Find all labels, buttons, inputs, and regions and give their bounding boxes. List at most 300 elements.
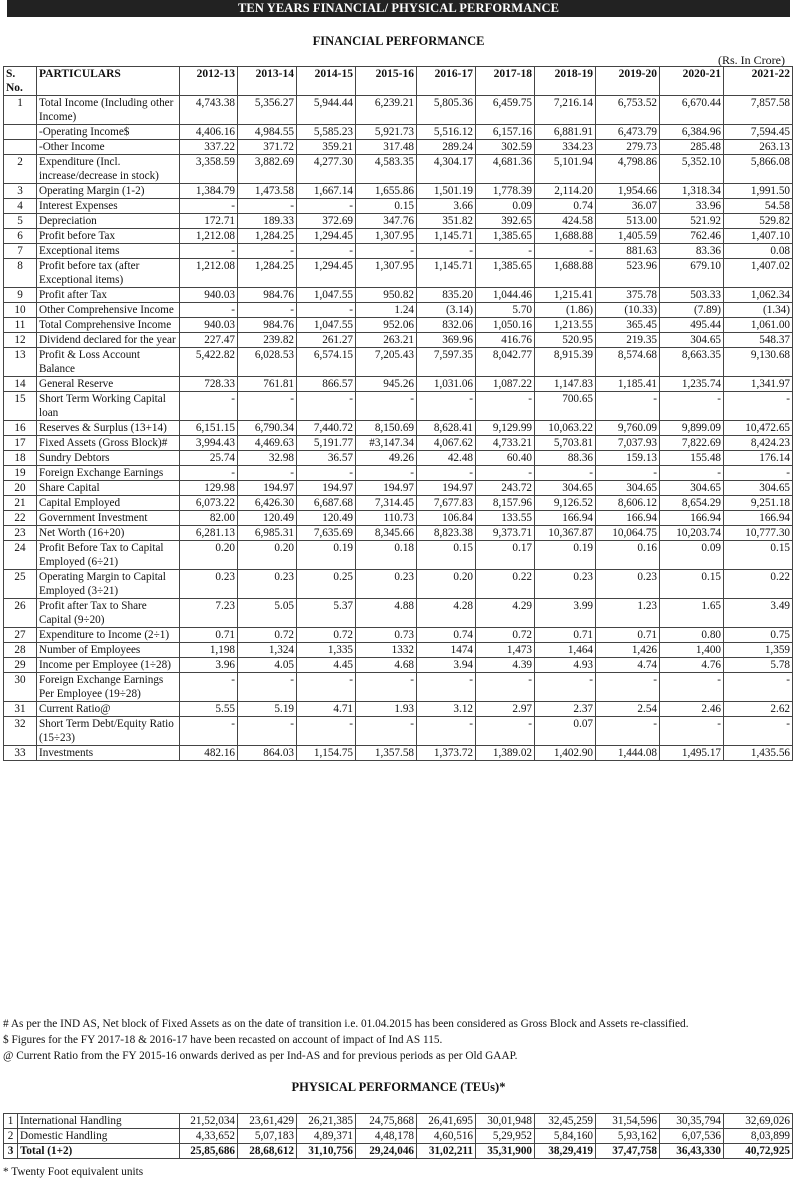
note-line: @ Current Ratio from the FY 2015-16 onwards derived as per Ind-AS and for previous periods as per Old GAAP. — [3, 1050, 518, 1062]
particular-label: Depreciation — [37, 214, 180, 229]
particular-label: Operating Margin to Capital Employed (3÷21) — [37, 570, 180, 599]
value-cell: 10,203.74 — [660, 526, 724, 541]
table-row — [4, 511, 793, 526]
value-cell: - — [724, 392, 793, 421]
serial-number: 32 — [4, 717, 37, 746]
value-cell: 2.37 — [535, 702, 596, 717]
value-cell: 1,473.58 — [238, 184, 297, 199]
value-cell: 1.65 — [660, 599, 724, 628]
value-cell: 351.82 — [417, 214, 476, 229]
particular-label: Foreign Exchange Earnings — [37, 466, 180, 481]
value-cell: 24,75,868 — [356, 1114, 417, 1129]
value-cell: 1,495.17 — [660, 746, 724, 761]
table-row — [4, 214, 793, 229]
value-cell: 864.03 — [238, 746, 297, 761]
value-cell: 0.71 — [596, 628, 660, 643]
value-cell: 700.65 — [535, 392, 596, 421]
value-cell: 5.37 — [297, 599, 356, 628]
value-cell: 5.55 — [180, 702, 238, 717]
particular-label: Total Income (Including other Income) — [37, 96, 180, 125]
value-cell: 0.15 — [724, 541, 793, 570]
value-cell: 3,358.59 — [180, 155, 238, 184]
value-cell: 1,444.08 — [596, 746, 660, 761]
header-cell: 2017-18 — [476, 67, 535, 96]
value-cell: 25.74 — [180, 451, 238, 466]
value-cell: - — [535, 244, 596, 259]
value-cell: 6,157.16 — [476, 125, 535, 140]
value-cell: - — [180, 392, 238, 421]
value-cell: - — [476, 717, 535, 746]
value-cell: 227.47 — [180, 333, 238, 348]
value-cell: 940.03 — [180, 288, 238, 303]
value-cell: 1,426 — [596, 643, 660, 658]
value-cell: 6,670.44 — [660, 96, 724, 125]
table-row — [4, 481, 793, 496]
value-cell: 513.00 — [596, 214, 660, 229]
value-cell: (7.89) — [660, 303, 724, 318]
value-cell: 1,212.08 — [180, 259, 238, 288]
value-cell: 219.35 — [596, 333, 660, 348]
value-cell: 1,473 — [476, 643, 535, 658]
particular-label: Number of Employees — [37, 643, 180, 658]
serial-number: 19 — [4, 466, 37, 481]
value-cell: - — [297, 244, 356, 259]
value-cell: 32.98 — [238, 451, 297, 466]
value-cell: 4.39 — [476, 658, 535, 673]
value-cell: - — [476, 466, 535, 481]
note-line: # As per the IND AS, Net block of Fixed Assets as on the date of transition i.e. 01.04.2015 has been considered as Gross Block and Assets re-classified. — [3, 1018, 689, 1030]
value-cell: 5,84,160 — [535, 1129, 596, 1144]
value-cell: 832.06 — [417, 318, 476, 333]
value-cell: 239.82 — [238, 333, 297, 348]
value-cell: 1,307.95 — [356, 259, 417, 288]
value-cell: 1,145.71 — [417, 229, 476, 244]
value-cell: 9,373.71 — [476, 526, 535, 541]
value-cell: - — [297, 303, 356, 318]
value-cell: 0.74 — [417, 628, 476, 643]
value-cell: 279.73 — [596, 140, 660, 155]
value-cell: 1,284.25 — [238, 259, 297, 288]
value-cell: 4,733.21 — [476, 436, 535, 451]
header-cell: PARTICULARS — [37, 67, 180, 96]
value-cell: 36,43,330 — [660, 1144, 724, 1159]
header-cell: 2016-17 — [417, 67, 476, 96]
table-row — [4, 125, 793, 140]
table-row — [4, 318, 793, 333]
table-row — [4, 96, 793, 125]
value-cell: - — [417, 466, 476, 481]
value-cell: 21,52,034 — [180, 1114, 238, 1129]
value-cell: 8,823.38 — [417, 526, 476, 541]
serial-number: 3 — [4, 184, 37, 199]
value-cell: 0.08 — [724, 244, 793, 259]
value-cell: 1,357.58 — [356, 746, 417, 761]
value-cell: 1,400 — [660, 643, 724, 658]
table-row — [4, 421, 793, 436]
header-cell: 2014-15 — [297, 67, 356, 96]
value-cell: 2.62 — [724, 702, 793, 717]
value-cell: 2.46 — [660, 702, 724, 717]
particular-label: Short Term Working Capital loan — [37, 392, 180, 421]
value-cell: 881.63 — [596, 244, 660, 259]
serial-number: 20 — [4, 481, 37, 496]
value-cell: 529.82 — [724, 214, 793, 229]
particular-label: Expenditure (Incl. increase/decrease in stock) — [37, 155, 180, 184]
value-cell: 8,628.41 — [417, 421, 476, 436]
value-cell: 1.23 — [596, 599, 660, 628]
value-cell: 8,150.69 — [356, 421, 417, 436]
value-cell: 5.05 — [238, 599, 297, 628]
value-cell: 8,042.77 — [476, 348, 535, 377]
value-cell: 1,405.59 — [596, 229, 660, 244]
particular-label: Domestic Handling — [18, 1129, 180, 1144]
value-cell: 159.13 — [596, 451, 660, 466]
value-cell: - — [596, 466, 660, 481]
value-cell: 1,294.45 — [297, 259, 356, 288]
value-cell: 7,216.14 — [535, 96, 596, 125]
serial-number: 9 — [4, 288, 37, 303]
value-cell: 0.23 — [238, 570, 297, 599]
value-cell: 0.07 — [535, 717, 596, 746]
physical-title: PHYSICAL PERFORMANCE (TEUs)* — [291, 1080, 506, 1094]
value-cell: 728.33 — [180, 377, 238, 392]
value-cell: 4.68 — [356, 658, 417, 673]
particular-label: Profit after Tax to Share Capital (9÷20) — [37, 599, 180, 628]
value-cell: 1,284.25 — [238, 229, 297, 244]
value-cell: 120.49 — [297, 511, 356, 526]
value-cell: 263.13 — [724, 140, 793, 155]
value-cell: 4,469.63 — [238, 436, 297, 451]
value-cell: 6,985.31 — [238, 526, 297, 541]
value-cell: 194.97 — [356, 481, 417, 496]
serial-number: 13 — [4, 348, 37, 377]
value-cell: 40,72,925 — [724, 1144, 793, 1159]
table-row — [4, 717, 793, 746]
value-cell: 8,663.35 — [660, 348, 724, 377]
value-cell: 1,198 — [180, 643, 238, 658]
value-cell: 6,281.13 — [180, 526, 238, 541]
value-cell: 166.94 — [660, 511, 724, 526]
particular-label: Reserves & Surplus (13+14) — [37, 421, 180, 436]
value-cell: 36.07 — [596, 199, 660, 214]
value-cell: 5,07,183 — [238, 1129, 297, 1144]
particular-label: Dividend declared for the year — [37, 333, 180, 348]
particular-label: Profit after Tax — [37, 288, 180, 303]
value-cell: 304.65 — [660, 333, 724, 348]
value-cell: 0.22 — [476, 570, 535, 599]
value-cell: - — [180, 673, 238, 702]
physical-table — [3, 1113, 793, 1159]
value-cell: - — [297, 466, 356, 481]
serial-number: 17 — [4, 436, 37, 451]
serial-number: 33 — [4, 746, 37, 761]
value-cell: 120.49 — [238, 511, 297, 526]
value-cell: - — [297, 199, 356, 214]
value-cell: 7.23 — [180, 599, 238, 628]
value-cell: 6,073.22 — [180, 496, 238, 511]
serial-number: 8 — [4, 259, 37, 288]
serial-number: 26 — [4, 599, 37, 628]
value-cell: 0.72 — [476, 628, 535, 643]
table-row — [4, 451, 793, 466]
value-cell: 4,984.55 — [238, 125, 297, 140]
value-cell: 263.21 — [356, 333, 417, 348]
value-cell: 32,45,259 — [535, 1114, 596, 1129]
value-cell: 26,21,385 — [297, 1114, 356, 1129]
value-cell: - — [660, 466, 724, 481]
value-cell: 495.44 — [660, 318, 724, 333]
value-cell: 984.76 — [238, 288, 297, 303]
value-cell: 1,341.97 — [724, 377, 793, 392]
value-cell: 129.98 — [180, 481, 238, 496]
value-cell: 31,10,756 — [297, 1144, 356, 1159]
value-cell: - — [180, 244, 238, 259]
serial-number: 23 — [4, 526, 37, 541]
value-cell: 304.65 — [596, 481, 660, 496]
particular-label: Share Capital — [37, 481, 180, 496]
particular-label: Fixed Assets (Gross Block)# — [37, 436, 180, 451]
value-cell: 29,24,046 — [356, 1144, 417, 1159]
notes — [3, 1016, 689, 1064]
value-cell: 37,47,758 — [596, 1144, 660, 1159]
value-cell: - — [596, 673, 660, 702]
value-cell: 1,145.71 — [417, 259, 476, 288]
value-cell: 2.97 — [476, 702, 535, 717]
value-cell: 83.36 — [660, 244, 724, 259]
value-cell: 0.23 — [356, 570, 417, 599]
serial-number: 5 — [4, 214, 37, 229]
financial-table — [3, 66, 793, 761]
value-cell: 0.15 — [417, 541, 476, 570]
value-cell: #3,147.34 — [356, 436, 417, 451]
value-cell: - — [417, 717, 476, 746]
particular-label: Capital Employed — [37, 496, 180, 511]
value-cell: 1.93 — [356, 702, 417, 717]
value-cell: 10,064.75 — [596, 526, 660, 541]
value-cell: 375.78 — [596, 288, 660, 303]
value-cell: 0.22 — [724, 570, 793, 599]
value-cell: 369.96 — [417, 333, 476, 348]
value-cell: 106.84 — [417, 511, 476, 526]
value-cell: 0.15 — [356, 199, 417, 214]
value-cell: 38,29,419 — [535, 1144, 596, 1159]
serial-number: 7 — [4, 244, 37, 259]
value-cell: 1,307.95 — [356, 229, 417, 244]
value-cell: - — [724, 466, 793, 481]
serial-number: 29 — [4, 658, 37, 673]
value-cell: 1,778.39 — [476, 184, 535, 199]
value-cell: 4.76 — [660, 658, 724, 673]
serial-number: 12 — [4, 333, 37, 348]
value-cell: 166.94 — [535, 511, 596, 526]
value-cell: (10.33) — [596, 303, 660, 318]
value-cell: 49.26 — [356, 451, 417, 466]
serial-number: 10 — [4, 303, 37, 318]
value-cell: - — [660, 392, 724, 421]
value-cell: 950.82 — [356, 288, 417, 303]
value-cell: 28,68,612 — [238, 1144, 297, 1159]
value-cell: 1474 — [417, 643, 476, 658]
value-cell: 1,235.74 — [660, 377, 724, 392]
table-row — [4, 599, 793, 628]
value-cell: - — [180, 303, 238, 318]
value-cell: 1,215.41 — [535, 288, 596, 303]
table-row — [4, 333, 793, 348]
value-cell: 23,61,429 — [238, 1114, 297, 1129]
value-cell: 1,213.55 — [535, 318, 596, 333]
value-cell: 8,157.96 — [476, 496, 535, 511]
value-cell: 25,85,686 — [180, 1144, 238, 1159]
particular-label: Net Worth (16+20) — [37, 526, 180, 541]
value-cell: - — [356, 673, 417, 702]
table-row — [4, 541, 793, 570]
value-cell: - — [476, 673, 535, 702]
value-cell: 3.12 — [417, 702, 476, 717]
value-cell: 520.95 — [535, 333, 596, 348]
serial-number: 14 — [4, 377, 37, 392]
value-cell: 1,407.10 — [724, 229, 793, 244]
value-cell: 6,239.21 — [356, 96, 417, 125]
particular-label: Operating Margin (1-2) — [37, 184, 180, 199]
value-cell: 0.71 — [535, 628, 596, 643]
value-cell: 189.33 — [238, 214, 297, 229]
value-cell: 176.14 — [724, 451, 793, 466]
value-cell: - — [417, 244, 476, 259]
value-cell: 4.28 — [417, 599, 476, 628]
value-cell: - — [238, 673, 297, 702]
value-cell: - — [238, 392, 297, 421]
value-cell: 172.71 — [180, 214, 238, 229]
value-cell: 8,574.68 — [596, 348, 660, 377]
value-cell: 194.97 — [238, 481, 297, 496]
value-cell: 4.88 — [356, 599, 417, 628]
value-cell: 503.33 — [660, 288, 724, 303]
serial-number: 11 — [4, 318, 37, 333]
value-cell: 4,798.86 — [596, 155, 660, 184]
value-cell: 0.19 — [297, 541, 356, 570]
value-cell: 1,407.02 — [724, 259, 793, 288]
value-cell: 5,356.27 — [238, 96, 297, 125]
value-cell: 866.57 — [297, 377, 356, 392]
value-cell: - — [180, 199, 238, 214]
value-cell: - — [180, 466, 238, 481]
table-row — [4, 392, 793, 421]
value-cell: 0.23 — [596, 570, 660, 599]
value-cell: 3,882.69 — [238, 155, 297, 184]
value-cell: 7,440.72 — [297, 421, 356, 436]
value-cell: 3.99 — [535, 599, 596, 628]
table-row — [4, 259, 793, 288]
value-cell: 6,687.68 — [297, 496, 356, 511]
table-row — [4, 348, 793, 377]
value-cell: - — [180, 717, 238, 746]
serial-number: 1 — [4, 1114, 18, 1129]
value-cell: 1332 — [356, 643, 417, 658]
value-cell: 6,426.30 — [238, 496, 297, 511]
serial-number: 3 — [4, 1144, 18, 1159]
header-cell: 2015-16 — [356, 67, 417, 96]
value-cell: 1,501.19 — [417, 184, 476, 199]
value-cell: 761.81 — [238, 377, 297, 392]
value-cell: 10,367.87 — [535, 526, 596, 541]
value-cell: - — [724, 717, 793, 746]
value-cell: 10,472.65 — [724, 421, 793, 436]
value-cell: 1,373.72 — [417, 746, 476, 761]
value-cell: (1.86) — [535, 303, 596, 318]
value-cell: 1,384.79 — [180, 184, 238, 199]
value-cell: 1,464 — [535, 643, 596, 658]
value-cell: 4,60,516 — [417, 1129, 476, 1144]
serial-number — [4, 125, 37, 140]
table-row — [4, 643, 793, 658]
particular-label: Exceptional items — [37, 244, 180, 259]
serial-number: 24 — [4, 541, 37, 570]
particular-label: General Reserve — [37, 377, 180, 392]
value-cell: 261.27 — [297, 333, 356, 348]
value-cell: 3.94 — [417, 658, 476, 673]
table-row — [4, 244, 793, 259]
value-cell: 1,050.16 — [476, 318, 535, 333]
value-cell: 416.76 — [476, 333, 535, 348]
table-row — [4, 466, 793, 481]
particular-label: Short Term Debt/Equity Ratio (15÷23) — [37, 717, 180, 746]
value-cell: - — [356, 717, 417, 746]
financial-title: FINANCIAL PERFORMANCE — [312, 34, 485, 48]
table-row — [4, 658, 793, 673]
value-cell: 7,677.83 — [417, 496, 476, 511]
value-cell: 9,760.09 — [596, 421, 660, 436]
value-cell: - — [417, 392, 476, 421]
particular-label: Profit before Tax — [37, 229, 180, 244]
value-cell: 6,384.96 — [660, 125, 724, 140]
value-cell: 334.23 — [535, 140, 596, 155]
value-cell: 30,35,794 — [660, 1114, 724, 1129]
serial-number: 25 — [4, 570, 37, 599]
value-cell: 1,047.55 — [297, 318, 356, 333]
serial-number: 22 — [4, 511, 37, 526]
particular-label: Profit Before Tax to Capital Employed (6÷21) — [37, 541, 180, 570]
value-cell: 5,585.23 — [297, 125, 356, 140]
table-row — [4, 570, 793, 599]
value-cell: 7,857.58 — [724, 96, 793, 125]
table-row — [4, 140, 793, 155]
value-cell: 54.58 — [724, 199, 793, 214]
value-cell: 4.71 — [297, 702, 356, 717]
value-cell: 9,130.68 — [724, 348, 793, 377]
value-cell: 4.29 — [476, 599, 535, 628]
value-cell: 521.92 — [660, 214, 724, 229]
value-cell: 6,459.75 — [476, 96, 535, 125]
value-cell: 0.20 — [180, 541, 238, 570]
particular-label: Foreign Exchange Earnings Per Employee (19÷28) — [37, 673, 180, 702]
value-cell: 1,335 — [297, 643, 356, 658]
value-cell: 3.96 — [180, 658, 238, 673]
value-cell: 5,191.77 — [297, 436, 356, 451]
table-row — [4, 628, 793, 643]
value-cell: 0.75 — [724, 628, 793, 643]
value-cell: 5,352.10 — [660, 155, 724, 184]
value-cell: 482.16 — [180, 746, 238, 761]
value-cell: 1,389.02 — [476, 746, 535, 761]
value-cell: - — [476, 244, 535, 259]
value-cell: 3,994.43 — [180, 436, 238, 451]
value-cell: 82.00 — [180, 511, 238, 526]
value-cell: 1,031.06 — [417, 377, 476, 392]
value-cell: 0.09 — [476, 199, 535, 214]
value-cell: 1,385.65 — [476, 259, 535, 288]
value-cell: 194.97 — [417, 481, 476, 496]
value-cell: - — [356, 466, 417, 481]
